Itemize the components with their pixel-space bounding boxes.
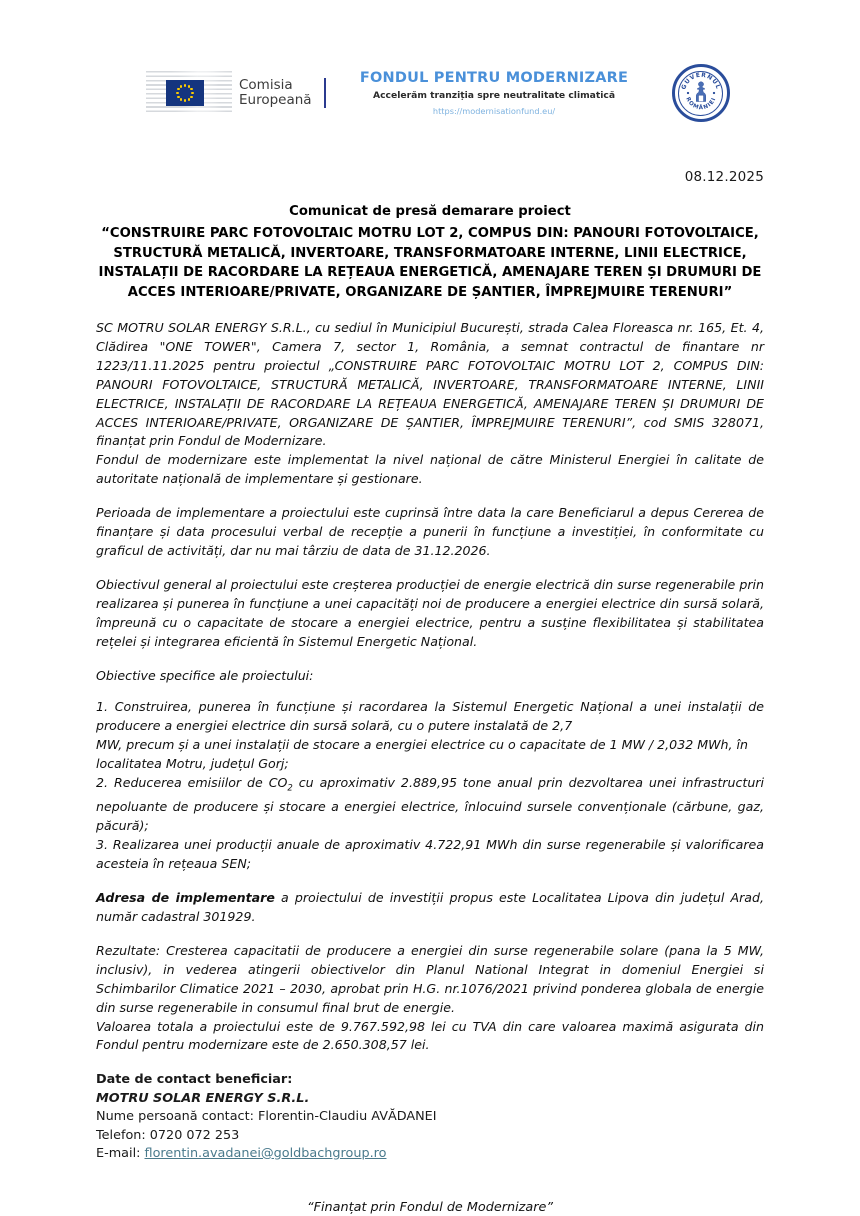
paragraph-results-2: Valoarea totala a proiectului este de 9.767.592,98 lei cu TVA din care valoarea maximă asigurata din Fondul pentru modernizare este de 2.650.308,57 lei. bbox=[96, 1018, 764, 1053]
contact-email-row bbox=[96, 1145, 764, 1163]
headline-block bbox=[96, 204, 764, 302]
seal-artwork bbox=[675, 67, 727, 119]
objective-3: 3. Realizarea unei producții anuale de aproximativ 4.722,91 MWh din surse regenerabile și valorificarea acesteia în rețeaua SEN; bbox=[96, 837, 764, 872]
paragraph-results-1: Rezultate: Cresterea capacitatii de producere a energiei din surse regenerabile solare (pana la 5 MW, inclusiv), in vederea atingerii obiectivelor din Planul National Integrat in domeniul Energiei si Schimbarilor Climatice 2021 – 2030, aprobat prin H.G. nr.1076/2021 privind ponderea globala de energie din surse regenerabile in consumul final brut de energie. bbox=[96, 942, 764, 1015]
document-body bbox=[96, 319, 764, 1163]
objective-2-post: cu aproximativ 2.889,95 tone anual prin dezvoltarea unei infrastructuri nepoluante de producere și stocare a energiei electrice, înlocuind sursele convenționale (cărbune, gaz, păcură); bbox=[96, 775, 764, 834]
eu-label-line2: Europeană bbox=[239, 92, 312, 108]
address-label: Adresa de implementare bbox=[96, 890, 275, 906]
address-text: a proiectului de investiții propus este Localitatea Lipova din județul Arad, număr cadastral 301929. bbox=[96, 890, 764, 924]
eu-star-icon bbox=[180, 98, 183, 101]
eu-star-icon bbox=[176, 92, 179, 95]
paragraph-intro-1: SC MOTRU SOLAR ENERGY S.R.L., cu sediul în Municipiul București, strada Calea Floreasca nr. 165, Et. 4, Clădirea "ONE TOWER", Camera 7, sector 1, România, a semnat contractul de finantare nr 1223/11.11.2025 pentru proiectul „CONSTRUIRE PARC FOTOVOLTAIC MOTRU LOT 2, COMPUS DIN: PANOURI FOTOVOLTAICE, STRUCTURĂ METALICĂ, INVERTOARE, TRANSFORMATOARE INTERNE, LINII ELECTRICE, INSTALAȚII DE RACORDARE LA REȚEAUA ENERGETICĂ, AMENAJARE TEREN ȘI DRUMURI DE ACCES INTERIOARE/PRIVATE, ORGANIZARE DE ȘANTIER, ÎMPREJMUIRE TERENURI”, cod SMIS 328071, finanțat prin Fondul de Modernizare. bbox=[96, 320, 764, 449]
svg-text:ROMÂNIEI: ROMÂNIEI bbox=[684, 96, 718, 112]
logo-divider-bar bbox=[324, 78, 327, 108]
contact-email-link[interactable]: florentin.avadanei@goldbachgroup.ro bbox=[144, 1145, 387, 1161]
document-header bbox=[96, 0, 764, 130]
contact-person: Nume persoană contact: Florentin-Claudiu AVĂDANEI bbox=[96, 1109, 437, 1125]
european-commission-logo bbox=[146, 71, 326, 115]
page-title: “CONSTRUIRE PARC FOTOVOLTAIC MOTRU LOT 2, COMPUS DIN: PANOURI FOTOVOLTAICE, STRUCTURĂ METALICĂ, INVERTOARE, TRANSFORMATOARE INTERNE, LINII ELECTRICE, INSTALAȚII DE RACORDARE LA REȚEAUA ENERGETICĂ, AMENAJARE TEREN ȘI DRUMURI DE ACCES INTERIOARE/PRIVATE, ORGANIZARE DE ȘANTIER, ÎMPREJMUIRE TERENURI” bbox=[98, 226, 762, 300]
eu-star-icon bbox=[190, 88, 193, 91]
eu-star-icon bbox=[180, 85, 183, 88]
eu-star-icon bbox=[188, 98, 191, 101]
fund-subtitle: Accelerăm tranziția spre neutralitate climatică bbox=[372, 90, 616, 101]
modernisation-fund-logo bbox=[360, 70, 628, 116]
objective-2-pre: 2. Reducerea emisiilor de CO bbox=[96, 775, 288, 791]
objective-2-subscript: 2 bbox=[287, 783, 293, 794]
fund-title: FONDUL PENTRU MODERNIZARE bbox=[359, 70, 629, 86]
eu-star-icon bbox=[184, 84, 187, 87]
paragraph-intro-2: Fondul de modernizare este implementat la nivel național de către Ministerul Energiei în calitate de autoritate națională de implementare și gestionare. bbox=[96, 452, 764, 487]
european-commission-label bbox=[239, 78, 312, 109]
press-release-kicker: Comunicat de presă demarare proiect bbox=[289, 204, 571, 219]
eu-flag-icon bbox=[146, 71, 232, 115]
contact-block bbox=[96, 1071, 764, 1163]
svg-text:GUVERNUL: GUVERNUL bbox=[681, 72, 721, 91]
eu-star-icon bbox=[184, 99, 187, 102]
objectives-heading: Obiective specifice ale proiectului: bbox=[96, 667, 314, 683]
eu-label-line1: Comisia bbox=[239, 76, 293, 93]
paragraph-address bbox=[96, 889, 764, 927]
eu-star-icon bbox=[177, 96, 180, 99]
contact-heading: Date de contact beneficiar: bbox=[96, 1072, 293, 1088]
romanian-government-seal-icon bbox=[672, 64, 730, 122]
contact-email-label: E-mail: bbox=[96, 1145, 145, 1161]
document-date: 08.12.2025 bbox=[684, 169, 764, 185]
paragraph-implementation-period: Perioada de implementare a proiectului este cuprinsă între data la care Beneficiarul a depus Cererea de finanțare și data procesului verbal de recepție a punerii în funcțiune a investiției, în conformitate cu graficul de activități, dar nu mai târziu de data de 31.12.2026. bbox=[96, 505, 764, 558]
document-footer: “Finanțat prin Fondul de Modernizare” bbox=[306, 1200, 553, 1216]
eu-star-icon bbox=[177, 88, 180, 91]
objective-1-line-a: 1. Construirea, punerea în funcțiune și racordarea la Sistemul Energetic Național a unei instalații de producere a energiei electrice din sursă solară, cu o putere instalată de 2,7 bbox=[96, 699, 764, 734]
paragraph-general-objective: Obiectivul general al proiectului este creșterea producției de energie electrică din surse regenerabile prin realizarea și punerea în funcțiune a unei capacități noi de producere a energiei electrice din sursă solară, împreună cu o capacitate de stocare a energiei electrice, pentru a susține flexibilitatea și stabilitatea rețelei și integrarea eficientă în Sistemul Energetic Național. bbox=[96, 576, 764, 649]
objective-2 bbox=[96, 774, 764, 836]
objective-1-line-b: MW, precum și a unei instalații de stocare a energiei electrice cu o capacitate de 1 MW / 2,032 MWh, în localitatea Motru, județul Gorj; bbox=[96, 737, 749, 772]
fund-url[interactable]: https://modernisationfund.eu/ bbox=[432, 106, 556, 116]
contact-phone: Telefon: 0720 072 253 bbox=[96, 1127, 240, 1143]
eu-star-icon bbox=[191, 92, 194, 95]
eu-flag-stars bbox=[166, 80, 204, 106]
contact-company: MOTRU SOLAR ENERGY S.R.L. bbox=[96, 1090, 310, 1106]
eu-star-icon bbox=[190, 96, 193, 99]
